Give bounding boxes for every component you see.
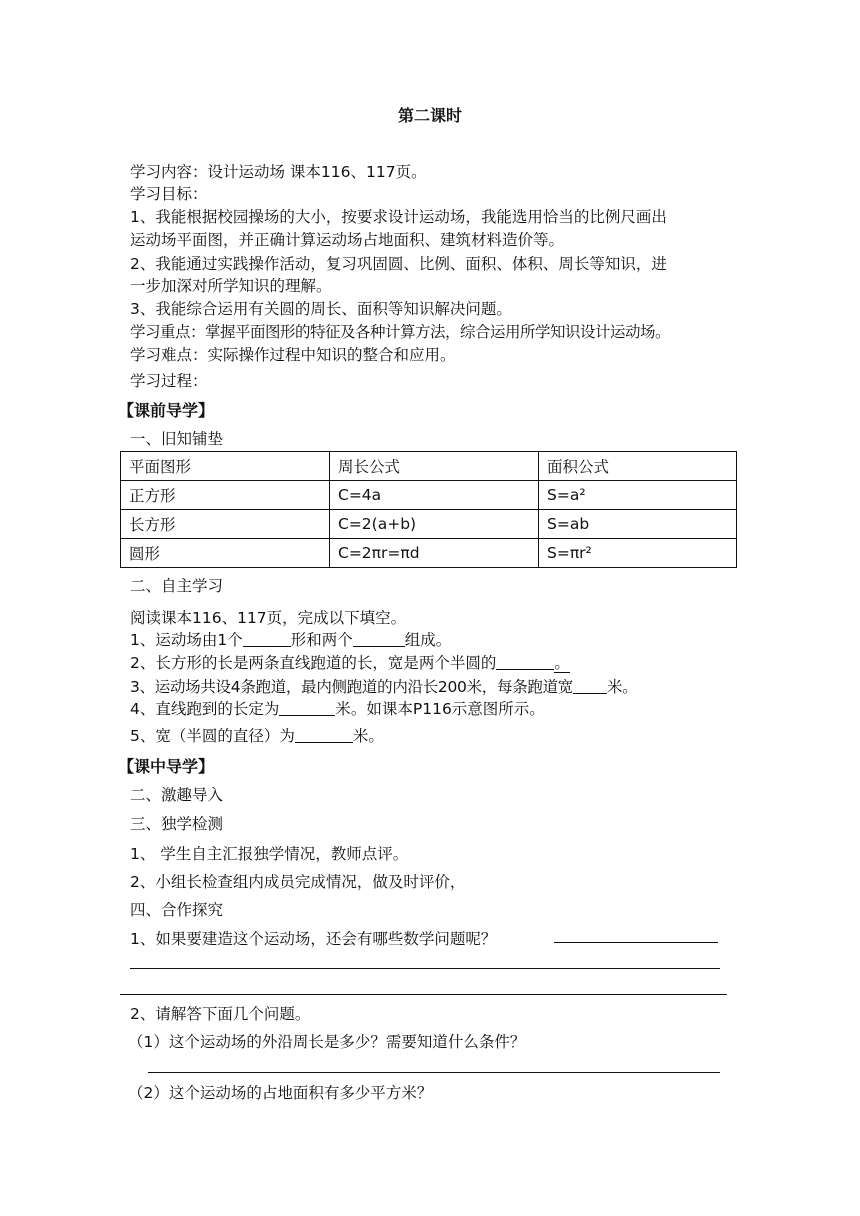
q5-text-a: 5、宽（半圆的直径）为 (130, 727, 295, 745)
check-item-1: 1、 学生自主汇报独学情况，教师点评。 (130, 845, 409, 863)
question-1 (130, 629, 451, 651)
page-title: 第二课时 (397, 106, 462, 125)
key-point: 学习重点：掌握平面图形的特征及各种计算方法，综合运用所学知识设计运动场。 (130, 323, 671, 341)
difficulty: 学习难点：实际操作过程中知识的整合和应用。 (130, 346, 456, 364)
answer-blank[interactable] (496, 653, 554, 670)
table-row (121, 539, 737, 568)
formula-table (120, 451, 737, 568)
table-cell: 圆形 (121, 539, 330, 568)
sub-question-2: （2）这个运动场的占地面积有多少平方米？ (128, 1084, 433, 1102)
answer-line[interactable] (554, 942, 718, 943)
table-header-row (121, 452, 737, 481)
question-3 (130, 676, 637, 698)
answer-line[interactable] (148, 1072, 720, 1073)
header-cell: 周长公式 (330, 452, 539, 481)
goal-2-line-2: 一步加深对所学知识的理解。 (130, 277, 332, 295)
read-instruction: 阅读课本116、117页，完成以下填空。 (130, 609, 407, 627)
sub-question-1: （1）这个运动场的外沿周长是多少？需要知道什么条件？ (128, 1033, 526, 1051)
q3-text-a: 3、运动场共设4条跑道，最内侧跑道的内沿长200米，每条跑道宽 (130, 678, 574, 696)
header-cell: 平面图形 (121, 452, 330, 481)
answer-blank[interactable] (295, 726, 353, 743)
question-5 (130, 725, 384, 747)
heading-3: 三、独学检测 (130, 815, 224, 833)
q4-text-b: 米。如课本P116示意图所示。 (335, 700, 545, 718)
answer-line[interactable] (130, 968, 720, 969)
explore-1: 1、如果要建造这个运动场，还会有哪些数学问题呢？ (130, 930, 497, 948)
pre-class-section: 【课前导学】 (118, 401, 215, 420)
answer-line[interactable] (120, 994, 727, 995)
header-cell: 面积公式 (539, 452, 737, 481)
check-item-2: 2、小组长检查组内成员完成情况，做及时评价， (130, 873, 466, 891)
table-cell: S=a² (539, 481, 737, 510)
question-2 (130, 652, 570, 674)
question-4 (130, 698, 545, 720)
table-cell: C=2πr=πd (330, 539, 539, 568)
self-study-heading: 二、自主学习 (130, 577, 224, 595)
goal-1-line-1: 1、我能根据校园操场的大小，按要求设计运动场，我能选用恰当的比例尺画出 (130, 208, 667, 226)
table-cell: S=ab (539, 510, 737, 539)
q1-text-a: 1、运动场由1个 (130, 631, 243, 649)
table-row (121, 481, 737, 510)
table-cell: C=4a (330, 481, 539, 510)
q2-text-b: 。 (554, 654, 570, 672)
q2-text-a: 2、长方形的长是两条直线跑道的长，宽是两个半圆的 (130, 654, 497, 672)
learning-content: 学习内容：设计运动场 课本116、117页。 (130, 163, 427, 181)
q3-text-b: 米。 (607, 678, 638, 696)
q5-text-b: 米。 (352, 727, 384, 745)
table-row (121, 510, 737, 539)
goal-label: 学习目标： (130, 185, 208, 203)
q4-text-a: 4、直线跑到的长定为 (130, 700, 280, 718)
goal-3: 3、我能综合运用有关圆的周长、面积等知识解决问题。 (130, 300, 512, 318)
q1-text-b: 形和两个 (290, 631, 353, 649)
answer-blank[interactable] (279, 699, 335, 716)
goal-2-line-1: 2、我能通过实践操作活动，复习巩固圆、比例、面积、体积、周长等知识，进 (130, 255, 667, 273)
answer-blank[interactable] (353, 630, 405, 647)
table-cell: S=πr² (539, 539, 737, 568)
table-cell: C=2(a+b) (330, 510, 539, 539)
in-class-section: 【课中导学】 (118, 757, 215, 776)
table-cell: 正方形 (121, 481, 330, 510)
explore-2: 2、请解答下面几个问题。 (130, 1005, 311, 1023)
process-label: 学习过程： (130, 372, 208, 390)
answer-blank[interactable] (573, 677, 607, 694)
heading-4: 四、合作探究 (130, 901, 224, 919)
review-heading: 一、旧知铺垫 (130, 430, 224, 448)
q1-text-c: 组成。 (404, 631, 452, 649)
goal-1-line-2: 运动场平面图，并正确计算运动场占地面积、建筑材料造价等。 (130, 231, 565, 249)
answer-blank[interactable] (243, 630, 291, 647)
heading-2: 二、激趣导入 (130, 786, 224, 804)
table-cell: 长方形 (121, 510, 330, 539)
